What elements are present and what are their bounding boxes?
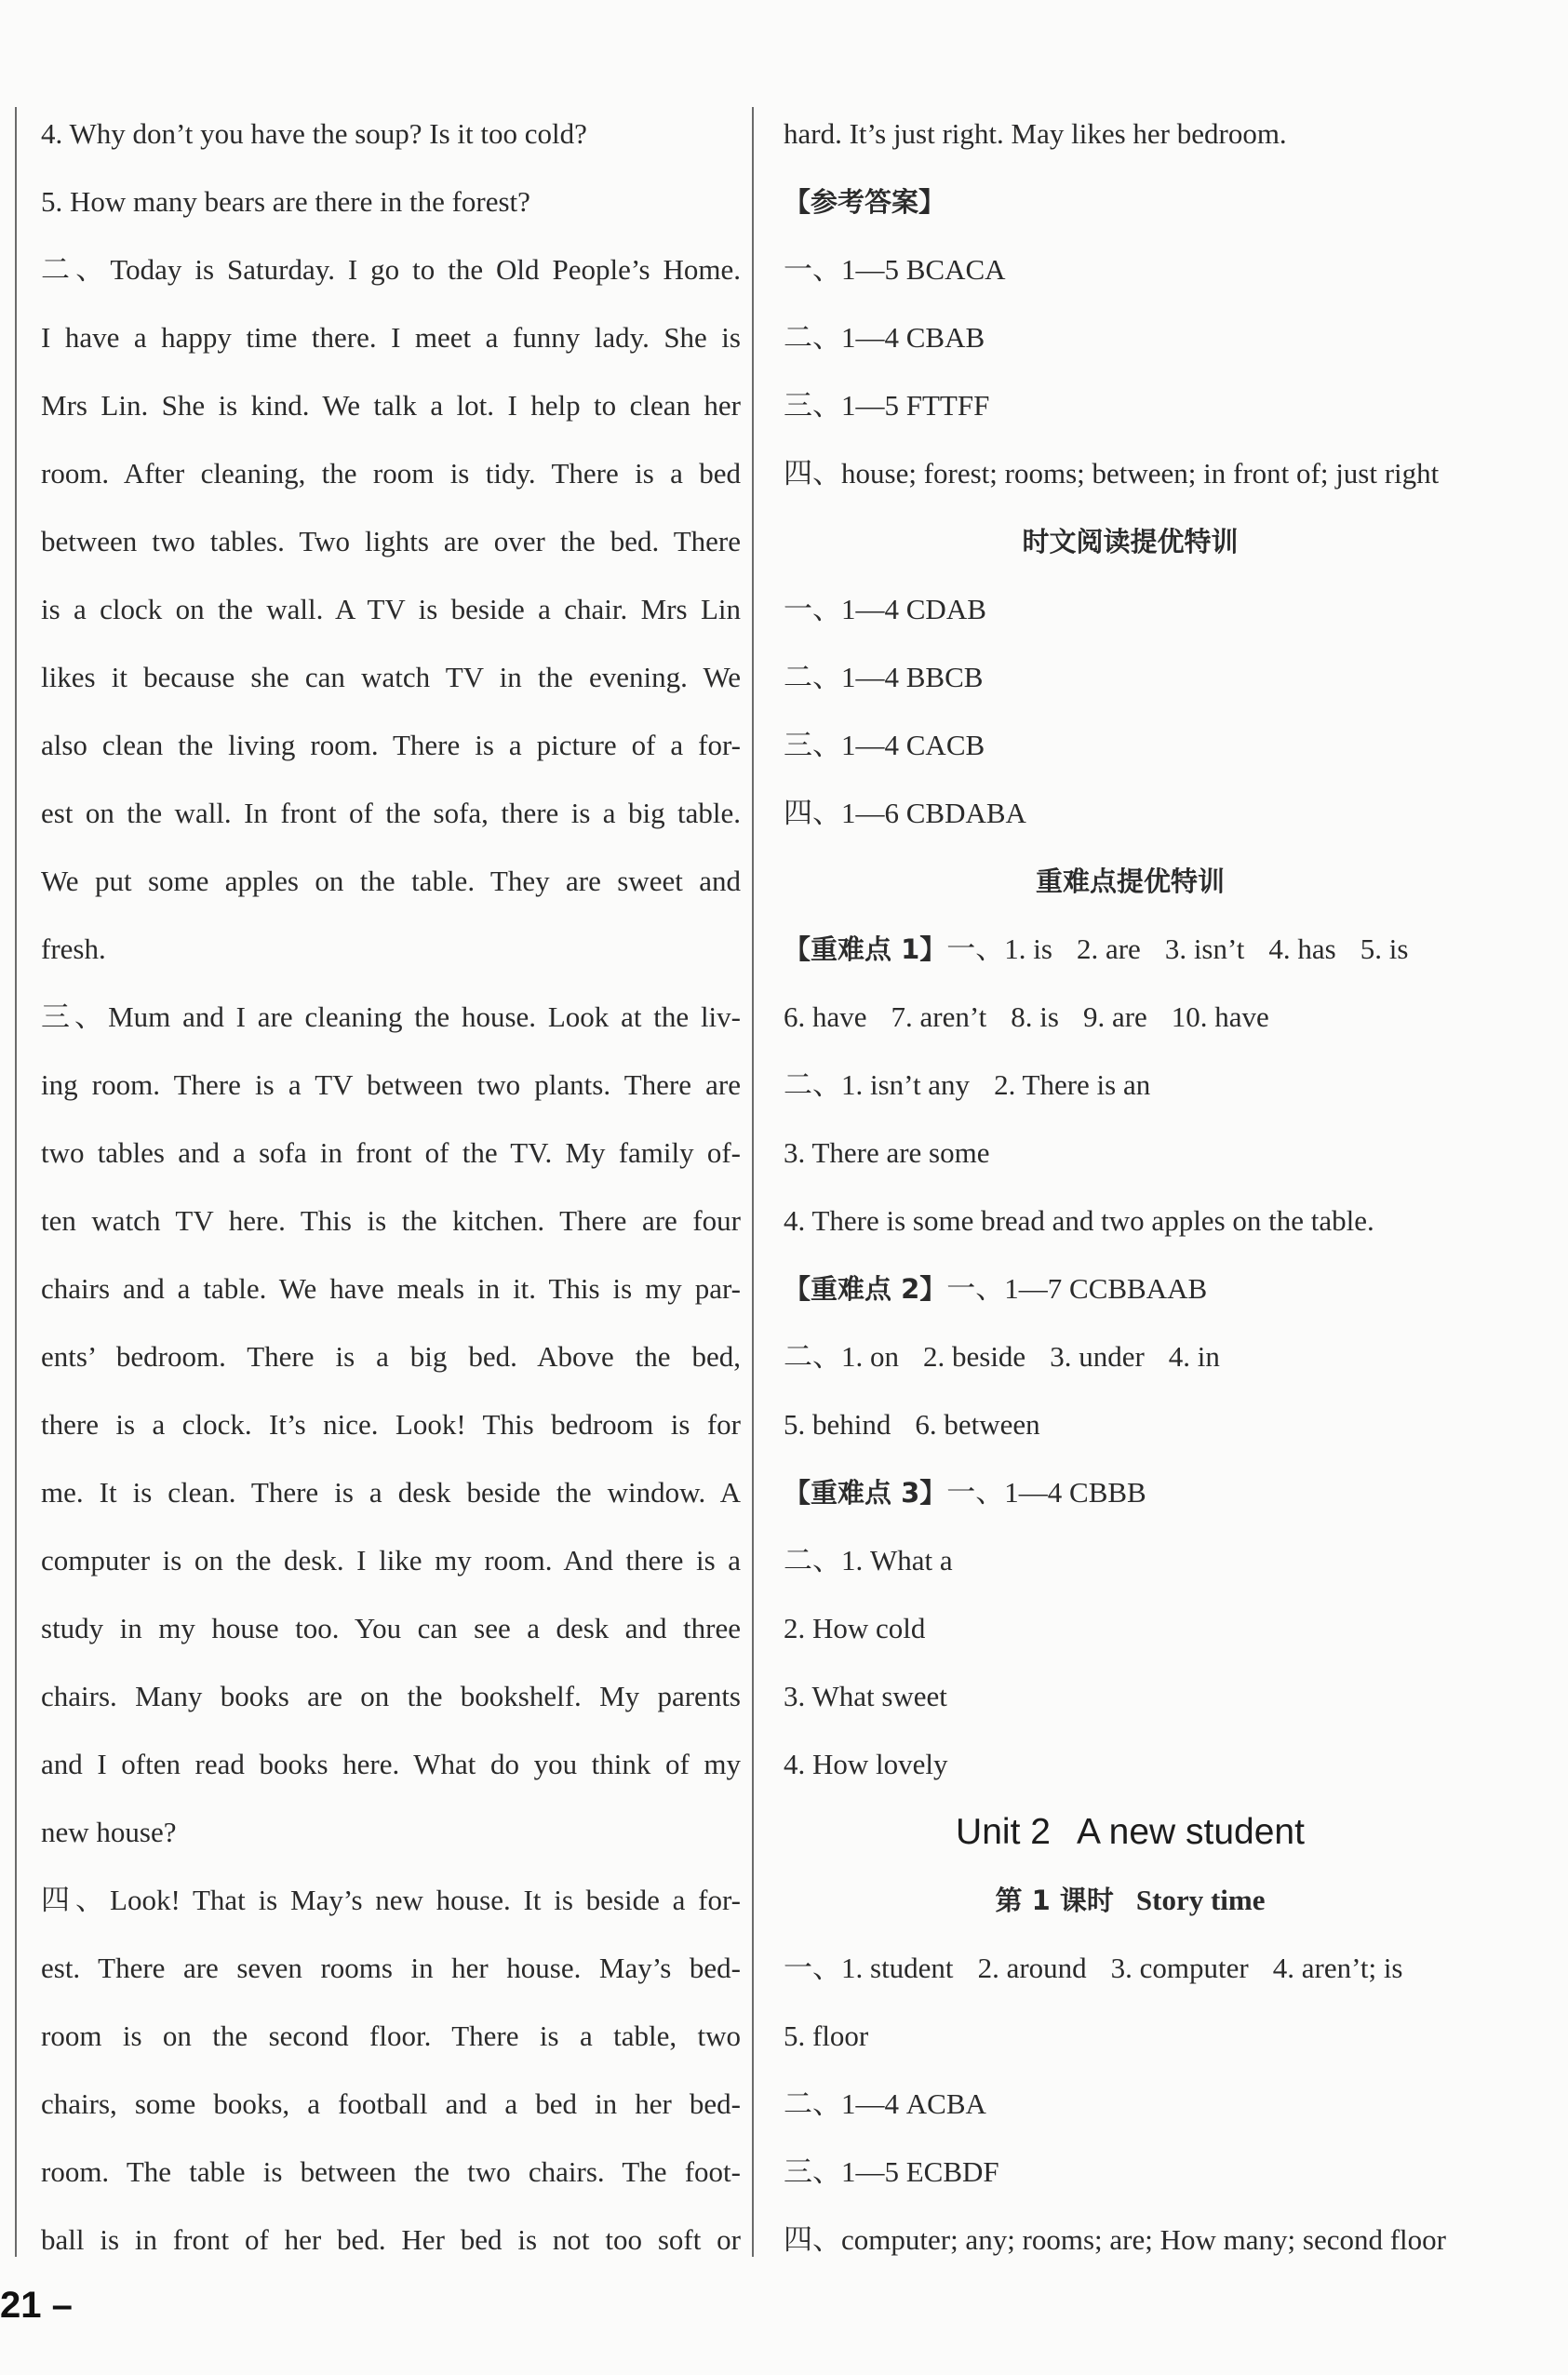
answer-line [784, 1941, 1477, 2009]
text-line: 四、Look! That is May’s new house. It is beside a for- [41, 1884, 741, 1916]
left-margin-rule [15, 107, 17, 2257]
unit-title [784, 1805, 1477, 1873]
text-line: We put some apples on the table. They are sweet and [41, 865, 741, 897]
answer-item: 一、1. is [946, 933, 1052, 965]
answer-item: 7. aren’t [891, 1000, 987, 1033]
answer-item: 2. beside [923, 1340, 1026, 1373]
answer-item: 4. has [1268, 933, 1336, 965]
text-line: chairs. Many books are on the bookshelf. My parents [41, 1680, 741, 1712]
answer-line: 3. What sweet [784, 1680, 947, 1712]
unit-number: Unit 2 [956, 1812, 1051, 1852]
answer-line: 四、computer; any; rooms; are; How many; second floor [784, 2223, 1446, 2256]
lesson-name: Story time [1135, 1884, 1266, 1916]
answer-line: 二、1—4 CBAB [784, 321, 985, 354]
answer-line [784, 1262, 1477, 1330]
key-point-tag: 【重难点 2】 [784, 1273, 947, 1305]
text-line: Mrs Lin. She is kind. We talk a lot. I help to clean her [41, 389, 741, 422]
answer-item: 一、1. student [784, 1952, 954, 1984]
answer-item: 二、1. isn’t any [784, 1068, 971, 1101]
text-line: ing room. There is a TV between two plants. There are [41, 1068, 741, 1101]
answer-item: 10. have [1171, 1000, 1269, 1033]
answer-line: 4. There is some bread and two apples on the table. [784, 1204, 1374, 1237]
answer-line [784, 990, 1477, 1058]
answer-line: 三、1—5 ECBDF [784, 2155, 999, 2188]
text-line: est. There are seven rooms in her house. May’s bed- [41, 1952, 741, 1984]
answer-item: 8. is [1011, 1000, 1059, 1033]
text-line: study in my house too. You can see a desk and three [41, 1612, 741, 1644]
answer-line: 四、house; forest; rooms; between; in front of; just right [784, 457, 1440, 490]
answer-line: 三、1—4 CACB [784, 729, 985, 761]
answer-line [784, 1058, 1477, 1126]
answer-item: 3. computer [1110, 1952, 1249, 1984]
text-line: hard. It’s just right. May likes her bedroom. [784, 117, 1287, 150]
text-line: ents’ bedroom. There is a big bed. Above the bed, [41, 1340, 741, 1373]
key-point-tag: 【重难点 1】 [784, 933, 947, 965]
text-line: I have a happy time there. I meet a funny lady. She is [41, 321, 741, 354]
left-column [41, 107, 741, 2281]
answer-item: 5. behind [784, 1408, 891, 1441]
key-point-tag: 【重难点 3】 [784, 1477, 947, 1509]
answer-item: 3. under [1050, 1340, 1145, 1373]
answer-line: 一、1—4 CDAB [784, 593, 986, 625]
answer-item: 5. is [1360, 933, 1409, 965]
answer-item: 6. between [915, 1408, 1040, 1441]
text-line: and I often read books here. What do you think of my [41, 1748, 741, 1780]
answer-line: 2. How cold [784, 1612, 926, 1644]
text-line: two tables and a sofa in front of the TV. My family of- [41, 1136, 741, 1169]
answer-key-heading: 【参考答案】 [784, 186, 946, 218]
answer-line: 二、1. What a [784, 1544, 953, 1577]
text-line: computer is on the desk. I like my room. And there is a [41, 1544, 741, 1577]
right-column [784, 107, 1477, 2281]
text-line: chairs, some books, a football and a bed in her bed- [41, 2087, 741, 2120]
answer-line: 三、1—5 FTTFF [784, 389, 990, 422]
text-line: fresh. [41, 933, 106, 965]
text-line: also clean the living room. There is a picture of a for- [41, 729, 741, 761]
answer-item: 二、1. on [784, 1340, 899, 1373]
text-line: ten watch TV here. This is the kitchen. There are four [41, 1204, 741, 1237]
answer-item: 一、1—4 CBBB [946, 1476, 1146, 1509]
lesson-title [784, 1873, 1477, 1941]
section-heading: 重难点提优特训 [1035, 865, 1225, 897]
answer-item: 2. around [977, 1952, 1087, 1984]
column-divider [752, 107, 754, 2257]
answer-line: 二、1—4 BBCB [784, 661, 984, 693]
answer-line: 一、1—5 BCACA [784, 253, 1006, 286]
unit-name: A new student [1076, 1812, 1305, 1852]
text-line: chairs and a table. We have meals in it. This is my par- [41, 1272, 741, 1305]
answer-line: 4. How lovely [784, 1748, 948, 1780]
answer-item: 2. There is an [994, 1068, 1151, 1101]
text-line: me. It is clean. There is a desk beside the window. A [41, 1476, 741, 1509]
answer-item: 4. in [1168, 1340, 1220, 1373]
answer-item: 一、1—7 CCBBAAB [946, 1272, 1208, 1305]
answer-line: 3. There are some [784, 1136, 990, 1169]
text-line: 二、Today is Saturday. I go to the Old People’s Home. [41, 253, 741, 286]
text-line: 三、Mum and I are cleaning the house. Look at the liv- [41, 1000, 741, 1033]
answer-item: 4. aren’t; is [1272, 1952, 1403, 1984]
answer-item: 9. are [1082, 1000, 1147, 1033]
text-line: room is on the second floor. There is a table, two [41, 2019, 741, 2052]
section-heading: 时文阅读提优特训 [1022, 526, 1239, 557]
text-line: room. The table is between the two chairs. The foot- [41, 2155, 741, 2188]
text-line: room. After cleaning, the room is tidy. There is a bed [41, 457, 741, 490]
lesson-number: 第 1 课时 [995, 1885, 1114, 1916]
text-line: likes it because she can watch TV in the evening. We [41, 661, 741, 693]
text-line: est on the wall. In front of the sofa, there is a big table. [41, 797, 741, 829]
answer-line [784, 1398, 1477, 1466]
text-line: between two tables. Two lights are over the bed. There [41, 525, 741, 557]
answer-line: 四、1—6 CBDABA [784, 797, 1026, 829]
answer-item: 3. isn’t [1164, 933, 1245, 965]
answer-line [784, 922, 1477, 990]
text-line: new house? [41, 1816, 177, 1848]
text-line: is a clock on the wall. A TV is beside a chair. Mrs Lin [41, 593, 741, 625]
page-number: 21 – [0, 2285, 73, 2326]
answer-line [784, 1466, 1477, 1534]
answer-line: 二、1—4 ACBA [784, 2087, 986, 2120]
answer-line [784, 1330, 1477, 1398]
text-line: ball is in front of her bed. Her bed is not too soft or [41, 2223, 741, 2256]
text-line: there is a clock. It’s nice. Look! This bedroom is for [41, 1408, 741, 1441]
answer-item: 2. are [1076, 933, 1141, 965]
answer-item: 6. have [784, 1000, 867, 1033]
text-line: 4. Why don’t you have the soup? Is it too cold? [41, 117, 587, 150]
text-line: 5. How many bears are there in the forest? [41, 185, 530, 218]
answer-line: 5. floor [784, 2019, 869, 2052]
